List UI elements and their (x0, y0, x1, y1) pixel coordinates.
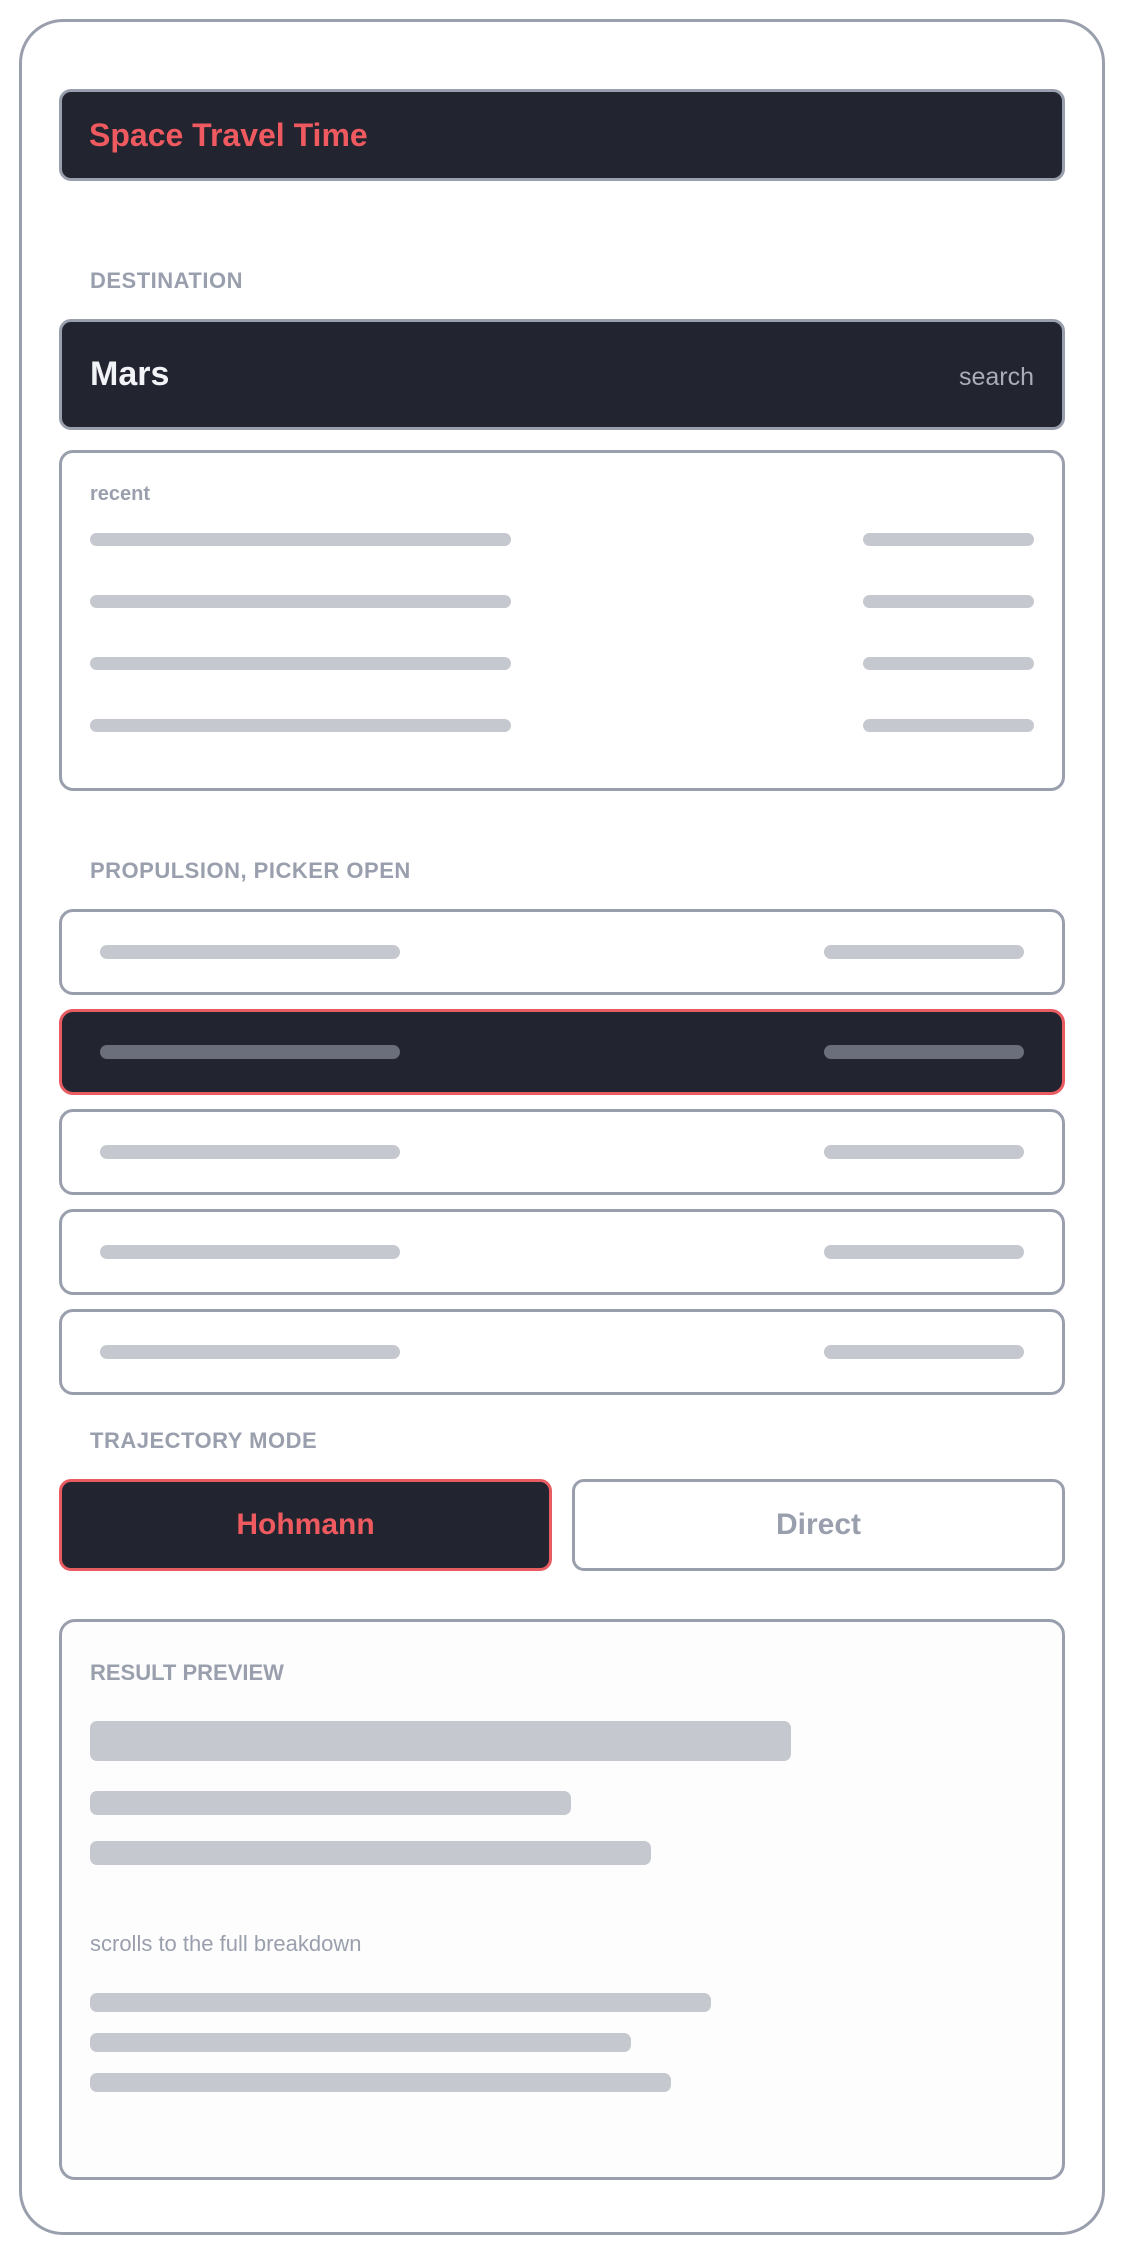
propulsion-option-meta-placeholder (824, 1145, 1024, 1159)
propulsion-section-label: PROPULSION, PICKER OPEN (90, 858, 411, 883)
breakdown-line-placeholder (90, 2033, 631, 2052)
result-headline-placeholder (90, 1721, 791, 1761)
result-line-placeholder (90, 1791, 571, 1815)
recent-item-name-placeholder (90, 719, 511, 732)
scroll-hint-text: scrolls to the full breakdown (90, 1931, 362, 1956)
recent-item[interactable] (62, 657, 1062, 677)
recent-item-meta-placeholder (863, 657, 1034, 670)
recent-item[interactable] (62, 719, 1062, 739)
propulsion-option-meta-placeholder (824, 1245, 1024, 1259)
propulsion-option-name-placeholder (100, 1245, 400, 1259)
recent-label: recent (90, 483, 151, 505)
recent-item-name-placeholder (90, 595, 511, 608)
recent-item[interactable] (62, 595, 1062, 615)
propulsion-option[interactable] (59, 1109, 1065, 1195)
destination-search-field[interactable] (59, 319, 1065, 430)
trajectory-hohmann-button[interactable]: Hohmann (59, 1479, 552, 1571)
recent-item-name-placeholder (90, 533, 511, 546)
propulsion-option-meta-placeholder (824, 945, 1024, 959)
recent-item-meta-placeholder (863, 533, 1034, 546)
propulsion-option-name-placeholder (100, 945, 400, 959)
recent-destinations-dropdown (59, 450, 1065, 791)
recent-item-meta-placeholder (863, 595, 1034, 608)
page-title: Space Travel Time (89, 116, 368, 153)
result-line-placeholder (90, 1841, 651, 1865)
propulsion-option[interactable] (59, 1209, 1065, 1295)
recent-item-meta-placeholder (863, 719, 1034, 732)
breakdown-line-placeholder (90, 2073, 671, 2092)
trajectory-direct-button[interactable]: Direct (572, 1479, 1065, 1571)
propulsion-option-name-placeholder (100, 1045, 400, 1059)
propulsion-option-name-placeholder (100, 1345, 400, 1359)
propulsion-option[interactable] (59, 1309, 1065, 1395)
trajectory-section-label: TRAJECTORY MODE (90, 1428, 318, 1453)
destination-search-input[interactable]: Mars (90, 355, 170, 393)
app-title-bar (59, 89, 1065, 181)
destination-section-label: DESTINATION (90, 268, 243, 293)
propulsion-option-selected[interactable] (59, 1009, 1065, 1095)
search-hint-label: search (958, 363, 1034, 391)
result-preview-card (59, 1619, 1065, 2180)
propulsion-option-meta-placeholder (824, 1045, 1024, 1059)
propulsion-option-name-placeholder (100, 1145, 400, 1159)
recent-item[interactable] (62, 533, 1062, 553)
propulsion-option[interactable] (59, 909, 1065, 995)
recent-item-name-placeholder (90, 657, 511, 670)
breakdown-line-placeholder (90, 1993, 711, 2012)
propulsion-option-meta-placeholder (824, 1345, 1024, 1359)
result-section-label: RESULT PREVIEW (90, 1660, 284, 1685)
